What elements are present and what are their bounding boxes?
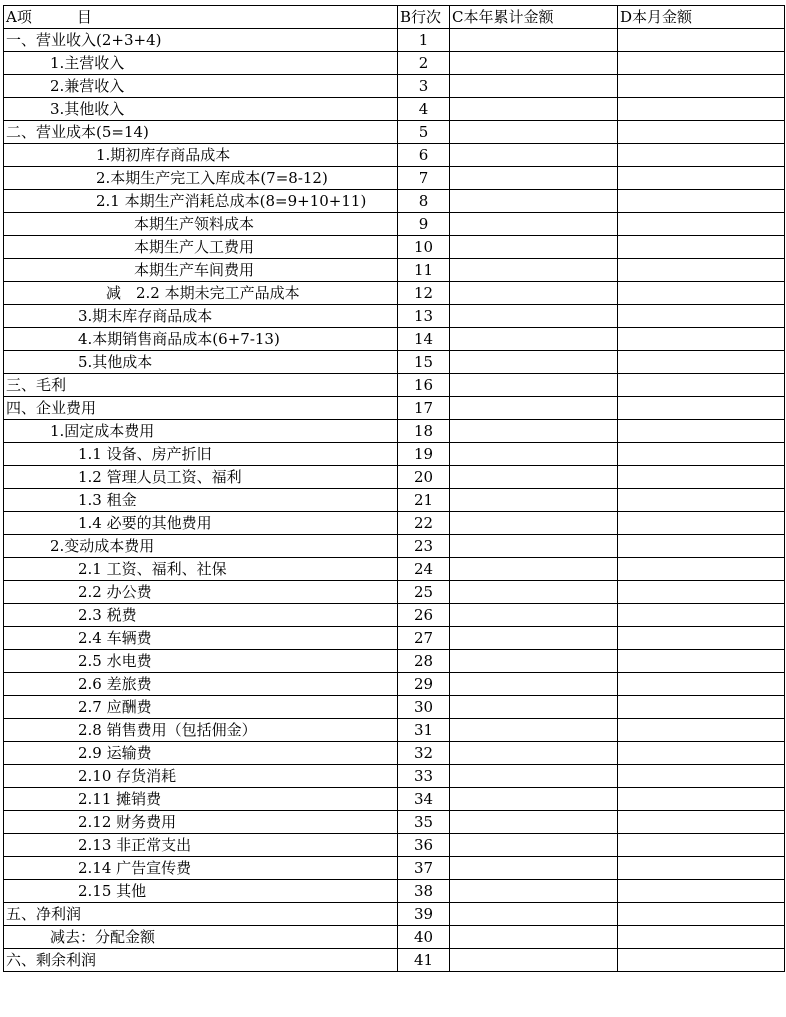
table-row [4, 190, 785, 213]
cell-row-no[interactable]: 41 [398, 949, 450, 972]
table-row [4, 926, 785, 949]
cell-item[interactable] [4, 581, 398, 604]
cell-ytd-amount[interactable] [450, 811, 618, 834]
header-ytd-amount[interactable]: C本年累计金额 [450, 6, 618, 29]
table-row [4, 167, 785, 190]
cell-ytd-amount[interactable] [450, 443, 618, 466]
cell-ytd-amount[interactable] [450, 213, 618, 236]
cell-month-amount[interactable] [618, 52, 785, 75]
item-label: 2.兼营收入 [50, 77, 125, 95]
table-row [4, 29, 785, 52]
item-label: 一、营业收入(2+3+4) [6, 31, 162, 49]
cell-row-no[interactable]: 1 [398, 29, 450, 52]
table-row [4, 397, 785, 420]
cell-ytd-amount[interactable] [450, 949, 618, 972]
item-label: 2.5 水电费 [78, 652, 152, 670]
table-row [4, 259, 785, 282]
table-row [4, 236, 785, 259]
cell-item[interactable] [4, 397, 398, 420]
table-row [4, 558, 785, 581]
cell-row-no[interactable]: 14 [398, 328, 450, 351]
table-row [4, 52, 785, 75]
cell-row-no[interactable]: 25 [398, 581, 450, 604]
cell-row-no[interactable]: 19 [398, 443, 450, 466]
cell-ytd-amount[interactable] [450, 98, 618, 121]
cell-item[interactable] [4, 512, 398, 535]
item-label: 2.13 非正常支出 [78, 836, 192, 854]
item-label: 四、企业费用 [6, 399, 97, 417]
cell-month-amount[interactable] [618, 765, 785, 788]
table-row [4, 719, 785, 742]
cell-ytd-amount[interactable] [450, 351, 618, 374]
cell-row-no[interactable]: 20 [398, 466, 450, 489]
item-label: 2.4 车辆费 [78, 629, 152, 647]
cell-ytd-amount[interactable] [450, 259, 618, 282]
cell-month-amount[interactable] [618, 696, 785, 719]
item-label: 减去：分配金额 [50, 928, 156, 946]
table-row [4, 512, 785, 535]
cell-ytd-amount[interactable] [450, 719, 618, 742]
cell-month-amount[interactable] [618, 305, 785, 328]
cell-item[interactable] [4, 328, 398, 351]
cell-month-amount[interactable] [618, 282, 785, 305]
cell-month-amount[interactable] [618, 98, 785, 121]
cell-month-amount[interactable] [618, 328, 785, 351]
cell-item[interactable] [4, 949, 398, 972]
item-label: 三、毛利 [6, 376, 67, 394]
cell-ytd-amount[interactable] [450, 742, 618, 765]
cell-month-amount[interactable] [618, 834, 785, 857]
item-label: 本期生产人工费用 [134, 238, 255, 256]
cell-month-amount[interactable] [618, 673, 785, 696]
item-label: 二、营业成本(5=14) [6, 123, 149, 141]
table-row [4, 535, 785, 558]
cell-item[interactable] [4, 834, 398, 857]
cell-item[interactable] [4, 903, 398, 926]
table-row [4, 489, 785, 512]
cell-row-no[interactable]: 15 [398, 351, 450, 374]
cell-ytd-amount[interactable] [450, 489, 618, 512]
cell-row-no[interactable]: 27 [398, 627, 450, 650]
table-row [4, 121, 785, 144]
cell-ytd-amount[interactable] [450, 926, 618, 949]
item-label: 2.3 税费 [78, 606, 137, 624]
cell-item[interactable] [4, 880, 398, 903]
cell-ytd-amount[interactable] [450, 880, 618, 903]
cell-row-no[interactable]: 26 [398, 604, 450, 627]
cell-ytd-amount[interactable] [450, 121, 618, 144]
table-row [4, 903, 785, 926]
cell-ytd-amount[interactable] [450, 857, 618, 880]
cell-ytd-amount[interactable] [450, 190, 618, 213]
cell-ytd-amount[interactable] [450, 328, 618, 351]
item-label: 4.本期销售商品成本(6+7-13) [78, 330, 280, 348]
table-row [4, 811, 785, 834]
cell-month-amount[interactable] [618, 489, 785, 512]
item-label: 减 2.2 本期未完工产品成本 [106, 284, 300, 302]
cell-month-amount[interactable] [618, 581, 785, 604]
cell-item[interactable] [4, 259, 398, 282]
table-row [4, 604, 785, 627]
cell-row-no[interactable]: 34 [398, 788, 450, 811]
cell-row-no[interactable]: 6 [398, 144, 450, 167]
cell-row-no[interactable]: 3 [398, 75, 450, 98]
cell-item[interactable] [4, 466, 398, 489]
cell-ytd-amount[interactable] [450, 535, 618, 558]
item-label: 2.6 差旅费 [78, 675, 152, 693]
item-label: 2.变动成本费用 [50, 537, 155, 555]
cell-item[interactable] [4, 121, 398, 144]
cell-month-amount[interactable] [618, 857, 785, 880]
item-label: 2.10 存货消耗 [78, 767, 177, 785]
cell-row-no[interactable]: 22 [398, 512, 450, 535]
cell-month-amount[interactable] [618, 121, 785, 144]
cell-month-amount[interactable] [618, 466, 785, 489]
cell-row-no[interactable]: 38 [398, 880, 450, 903]
cell-month-amount[interactable] [618, 650, 785, 673]
cell-row-no[interactable]: 12 [398, 282, 450, 305]
table-row [4, 282, 785, 305]
header-row-no[interactable]: B行次 [398, 6, 450, 29]
table-row [4, 788, 785, 811]
cell-ytd-amount[interactable] [450, 29, 618, 52]
cell-row-no[interactable]: 21 [398, 489, 450, 512]
item-label: 2.7 应酬费 [78, 698, 152, 716]
cell-month-amount[interactable] [618, 190, 785, 213]
table-row [4, 581, 785, 604]
cell-row-no[interactable]: 10 [398, 236, 450, 259]
table-row [4, 857, 785, 880]
table-row [4, 98, 785, 121]
cell-month-amount[interactable] [618, 719, 785, 742]
cell-item[interactable] [4, 282, 398, 305]
cell-month-amount[interactable] [618, 351, 785, 374]
table-row [4, 949, 785, 972]
cell-month-amount[interactable] [618, 788, 785, 811]
header-item[interactable]: A项 目 [4, 6, 398, 29]
item-label: 2.12 财务费用 [78, 813, 177, 831]
cell-row-no[interactable]: 40 [398, 926, 450, 949]
table-row [4, 305, 785, 328]
item-label: 2.1 工资、福利、社保 [78, 560, 227, 578]
cell-row-no[interactable]: 39 [398, 903, 450, 926]
cell-month-amount[interactable] [618, 903, 785, 926]
cell-ytd-amount[interactable] [450, 788, 618, 811]
cell-ytd-amount[interactable] [450, 650, 618, 673]
item-label: 5.其他成本 [78, 353, 153, 371]
item-label: 1.2 管理人员工资、福利 [78, 468, 242, 486]
cell-row-no[interactable]: 16 [398, 374, 450, 397]
cell-item[interactable] [4, 558, 398, 581]
cell-month-amount[interactable] [618, 167, 785, 190]
cell-item[interactable] [4, 29, 398, 52]
item-label: 2.1 本期生产消耗总成本(8=9+10+11) [96, 192, 367, 210]
cell-item[interactable] [4, 857, 398, 880]
table-row [4, 673, 785, 696]
item-label: 1.期初库存商品成本 [96, 146, 231, 164]
table-row [4, 742, 785, 765]
table-row [4, 351, 785, 374]
cell-month-amount[interactable] [618, 811, 785, 834]
cell-item[interactable] [4, 650, 398, 673]
table-row [4, 374, 785, 397]
cell-item[interactable] [4, 351, 398, 374]
cell-ytd-amount[interactable] [450, 282, 618, 305]
table-row [4, 75, 785, 98]
cell-month-amount[interactable] [618, 627, 785, 650]
cell-month-amount[interactable] [618, 259, 785, 282]
cell-item[interactable] [4, 535, 398, 558]
cell-row-no[interactable]: 33 [398, 765, 450, 788]
table-row [4, 328, 785, 351]
cell-row-no[interactable]: 24 [398, 558, 450, 581]
cell-item[interactable] [4, 719, 398, 742]
cell-month-amount[interactable] [618, 443, 785, 466]
item-label: 五、净利润 [6, 905, 82, 923]
table-row [4, 213, 785, 236]
table-row [4, 650, 785, 673]
cell-item[interactable] [4, 75, 398, 98]
cell-row-no[interactable]: 30 [398, 696, 450, 719]
cell-item[interactable] [4, 627, 398, 650]
cell-row-no[interactable]: 8 [398, 190, 450, 213]
table-row [4, 144, 785, 167]
cell-ytd-amount[interactable] [450, 167, 618, 190]
cell-item[interactable] [4, 765, 398, 788]
cell-month-amount[interactable] [618, 29, 785, 52]
table-row [4, 443, 785, 466]
cell-row-no[interactable]: 37 [398, 857, 450, 880]
cell-row-no[interactable]: 23 [398, 535, 450, 558]
item-label: 3.期末库存商品成本 [78, 307, 213, 325]
cell-row-no[interactable]: 2 [398, 52, 450, 75]
cell-month-amount[interactable] [618, 535, 785, 558]
item-label: 2.2 办公费 [78, 583, 152, 601]
cell-ytd-amount[interactable] [450, 236, 618, 259]
item-label: 2.15 其他 [78, 882, 147, 900]
item-label: 2.9 运输费 [78, 744, 152, 762]
cell-month-amount[interactable] [618, 236, 785, 259]
table-row [4, 420, 785, 443]
cell-row-no[interactable]: 5 [398, 121, 450, 144]
item-label: 本期生产领料成本 [134, 215, 255, 233]
table-row [4, 696, 785, 719]
cell-item[interactable] [4, 144, 398, 167]
cell-row-no[interactable]: 13 [398, 305, 450, 328]
table-row [4, 765, 785, 788]
cell-ytd-amount[interactable] [450, 604, 618, 627]
cell-row-no[interactable]: 35 [398, 811, 450, 834]
cell-month-amount[interactable] [618, 926, 785, 949]
cell-row-no[interactable]: 11 [398, 259, 450, 282]
cell-item[interactable] [4, 374, 398, 397]
cell-ytd-amount[interactable] [450, 512, 618, 535]
item-label: 1.1 设备、房产折旧 [78, 445, 212, 463]
table-row [4, 834, 785, 857]
cell-ytd-amount[interactable] [450, 834, 618, 857]
item-label: 1.3 租金 [78, 491, 137, 509]
cell-ytd-amount[interactable] [450, 696, 618, 719]
cell-row-no[interactable]: 32 [398, 742, 450, 765]
item-label: 2.8 销售费用（包括佣金） [78, 721, 257, 739]
cell-row-no[interactable]: 18 [398, 420, 450, 443]
table-row [4, 880, 785, 903]
cell-item[interactable] [4, 167, 398, 190]
cell-ytd-amount[interactable] [450, 397, 618, 420]
cell-item[interactable] [4, 742, 398, 765]
cell-month-amount[interactable] [618, 949, 785, 972]
table-row [4, 627, 785, 650]
cell-row-no[interactable]: 4 [398, 98, 450, 121]
cell-item[interactable] [4, 673, 398, 696]
cell-row-no[interactable]: 9 [398, 213, 450, 236]
cell-ytd-amount[interactable] [450, 673, 618, 696]
item-label: 1.主营收入 [50, 54, 125, 72]
cell-ytd-amount[interactable] [450, 558, 618, 581]
cell-month-amount[interactable] [618, 397, 785, 420]
cell-ytd-amount[interactable] [450, 903, 618, 926]
cell-row-no[interactable]: 29 [398, 673, 450, 696]
cell-item[interactable] [4, 213, 398, 236]
cell-item[interactable] [4, 236, 398, 259]
cell-item[interactable] [4, 443, 398, 466]
table-row [4, 466, 785, 489]
cell-month-amount[interactable] [618, 374, 785, 397]
cell-ytd-amount[interactable] [450, 581, 618, 604]
cell-item[interactable] [4, 926, 398, 949]
income-statement-table [3, 5, 785, 972]
cell-month-amount[interactable] [618, 742, 785, 765]
cell-item[interactable] [4, 788, 398, 811]
cell-item[interactable] [4, 305, 398, 328]
cell-row-no[interactable]: 28 [398, 650, 450, 673]
cell-ytd-amount[interactable] [450, 144, 618, 167]
table-body [4, 29, 785, 972]
cell-row-no[interactable]: 36 [398, 834, 450, 857]
cell-item[interactable] [4, 604, 398, 627]
cell-month-amount[interactable] [618, 144, 785, 167]
cell-ytd-amount[interactable] [450, 765, 618, 788]
header-month-amount[interactable]: D本月金额 [618, 6, 785, 29]
cell-ytd-amount[interactable] [450, 627, 618, 650]
header-row [4, 6, 785, 29]
cell-row-no[interactable]: 7 [398, 167, 450, 190]
cell-row-no[interactable]: 31 [398, 719, 450, 742]
cell-month-amount[interactable] [618, 213, 785, 236]
cell-row-no[interactable]: 17 [398, 397, 450, 420]
item-label: 2.11 摊销费 [78, 790, 162, 808]
item-label: 本期生产车间费用 [134, 261, 255, 279]
income-statement-sheet [3, 5, 784, 972]
cell-ytd-amount[interactable] [450, 466, 618, 489]
cell-item[interactable] [4, 811, 398, 834]
cell-ytd-amount[interactable] [450, 420, 618, 443]
cell-month-amount[interactable] [618, 75, 785, 98]
item-label: 2.本期生产完工入库成本(7=8-12) [96, 169, 328, 187]
cell-item[interactable] [4, 98, 398, 121]
cell-item[interactable] [4, 420, 398, 443]
cell-ytd-amount[interactable] [450, 374, 618, 397]
cell-ytd-amount[interactable] [450, 75, 618, 98]
cell-item[interactable] [4, 190, 398, 213]
item-label: 3.其他收入 [50, 100, 125, 118]
cell-item[interactable] [4, 696, 398, 719]
item-label: 1.4 必要的其他费用 [78, 514, 212, 532]
item-label: 2.14 广告宣传费 [78, 859, 192, 877]
item-label: 六、剩余利润 [6, 951, 97, 969]
cell-item[interactable] [4, 489, 398, 512]
cell-month-amount[interactable] [618, 558, 785, 581]
cell-month-amount[interactable] [618, 420, 785, 443]
cell-month-amount[interactable] [618, 880, 785, 903]
cell-month-amount[interactable] [618, 604, 785, 627]
cell-ytd-amount[interactable] [450, 305, 618, 328]
item-label: 1.固定成本费用 [50, 422, 155, 440]
cell-item[interactable] [4, 52, 398, 75]
cell-month-amount[interactable] [618, 512, 785, 535]
cell-ytd-amount[interactable] [450, 52, 618, 75]
